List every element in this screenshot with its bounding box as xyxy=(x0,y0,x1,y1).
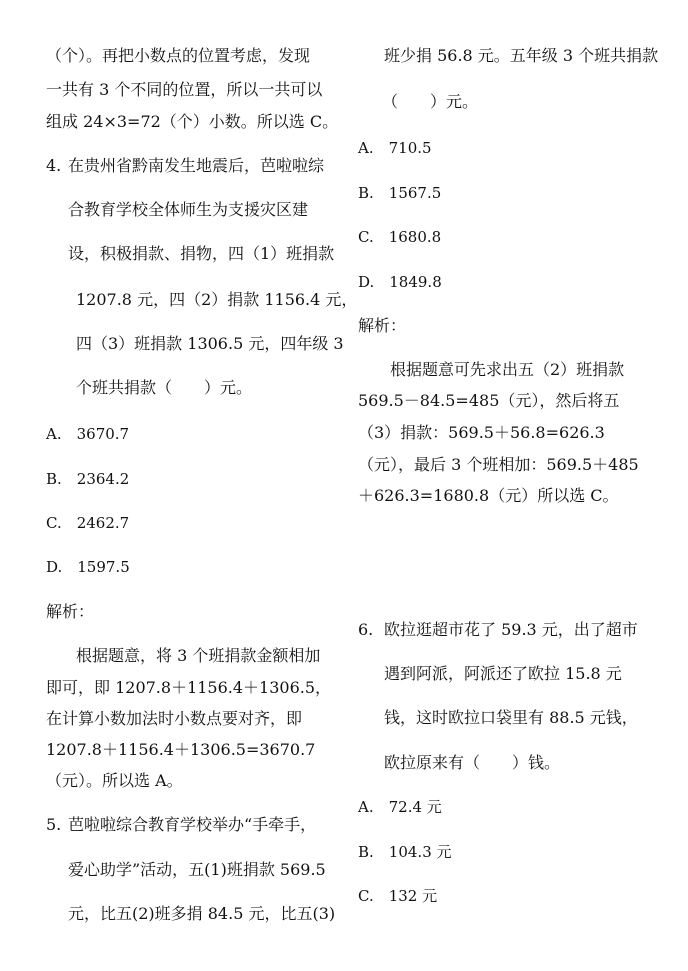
question-4-analysis-line: 根据题意，将 3 个班捐款金额相加 xyxy=(76,646,321,665)
question-4-line: 1207.8 元，四（2）捐款 1156.4 元， xyxy=(76,290,358,309)
prev-answer-line: 一共有 3 个不同的位置，所以一共可以 xyxy=(46,80,323,99)
question-5-line: 元，比五(2)班多捐 84.5 元，比五(3) xyxy=(68,904,336,923)
question-4-analysis-line: 1207.8＋1156.4＋1306.5=3670.7 xyxy=(46,740,316,759)
question-5-analysis-label: 解析： xyxy=(358,316,407,335)
question-6-option-c: C. 132 元 xyxy=(358,887,438,905)
question-6-number: 6. xyxy=(358,620,374,639)
question-6-line: 钱，这时欧拉口袋里有 88.5 元钱， xyxy=(384,708,638,727)
question-6-option-a: A. 72.4 元 xyxy=(358,798,442,816)
question-4-analysis-line: （元）。所以选 A。 xyxy=(46,771,183,790)
question-6-line: 遇到阿派，阿派还了欧拉 15.8 元 xyxy=(384,664,622,683)
prev-answer-line: 组成 24×3=72（个）小数。所以选 C。 xyxy=(46,112,339,131)
question-5-analysis-line: 569.5－84.5=485（元），然后将五 xyxy=(358,391,620,410)
question-6-line: 欧拉逛超市花了 59.3 元，出了超市 xyxy=(384,620,638,639)
question-5-option-b: B. 1567.5 xyxy=(358,184,442,202)
question-4-analysis-line: 在计算小数加法时小数点要对齐，即 xyxy=(46,709,303,728)
question-4-analysis-label: 解析： xyxy=(46,602,95,621)
question-4-line: 设，积极捐款、捐物，四（1）班捐款 xyxy=(68,244,335,263)
question-5-line: （ ）元。 xyxy=(382,92,479,111)
question-4-option-d: D. 1597.5 xyxy=(46,558,130,576)
question-5-analysis-line: 根据题意可先求出五（2）班捐款 xyxy=(390,360,625,379)
question-5-line: 爱心助学”活动，五(1)班捐款 569.5 xyxy=(68,860,326,879)
question-5-analysis-line: （元），最后 3 个班相加：569.5＋485 xyxy=(358,455,639,474)
question-5-line: 班少捐 56.8 元。五年级 3 个班共捐款 xyxy=(384,46,659,65)
question-4-option-c: C. 2462.7 xyxy=(46,514,130,532)
question-4-line: 在贵州省黔南发生地震后，芭啦啦综 xyxy=(68,156,325,175)
question-5-line: 芭啦啦综合教育学校举办“手牵手， xyxy=(68,815,317,834)
question-4-option-b: B. 2364.2 xyxy=(46,470,130,488)
prev-answer-line: （个）。再把小数点的位置考虑，发现 xyxy=(46,46,311,65)
question-6-option-b: B. 104.3 元 xyxy=(358,843,452,861)
question-4-line: 四（3）班捐款 1306.5 元，四年级 3 xyxy=(76,334,344,353)
question-5-option-d: D. 1849.8 xyxy=(358,273,442,291)
question-4-option-a: A. 3670.7 xyxy=(46,425,130,443)
question-4-analysis-line: 即可，即 1207.8＋1156.4＋1306.5， xyxy=(46,678,332,697)
question-4-number: 4. xyxy=(46,156,62,175)
question-4-line: 合教育学校全体师生为支援灾区建 xyxy=(68,200,309,219)
question-5-analysis-line: ＋626.3=1680.8（元）所以选 C。 xyxy=(358,486,619,505)
question-5-option-a: A. 710.5 xyxy=(358,139,432,157)
question-5-option-c: C. 1680.8 xyxy=(358,228,442,246)
question-4-line: 个班共捐款（ ）元。 xyxy=(76,378,253,397)
question-5-analysis-line: （3）捐款：569.5＋56.8=626.3 xyxy=(358,423,605,442)
question-6-line: 欧拉原来有（ ）钱。 xyxy=(384,753,561,772)
question-5-number: 5. xyxy=(46,815,62,834)
